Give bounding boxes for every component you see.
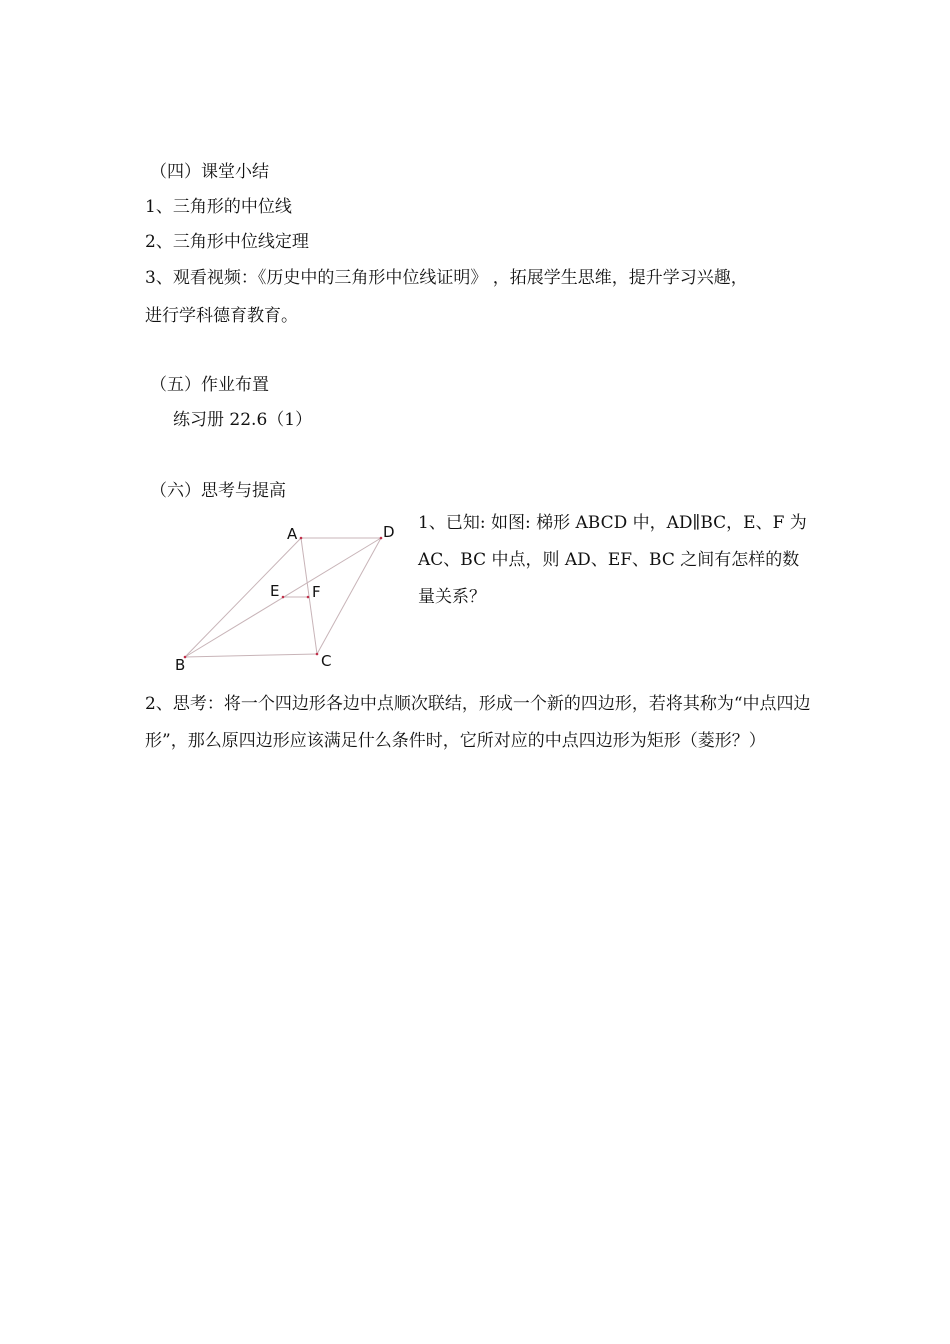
label-e: E <box>270 582 280 600</box>
question-1: 1、已知: 如图: 梯形 ABCD 中，AD∥BC，E、F 为 AC、BC 中点，则 AD、EF、BC 之间有怎样的数量关系？ <box>418 513 807 607</box>
homework-heading: （五）作业布置 <box>150 375 269 395</box>
point-c <box>316 653 319 656</box>
point-e <box>282 596 285 599</box>
summary-item-2: 2、三角形中位线定理 <box>145 232 309 252</box>
summary-item-3: 3、观看视频：《历史中的三角形中位线证明》 ，拓展学生思维，提升学习兴趣， <box>145 268 748 288</box>
point-f <box>307 596 310 599</box>
label-f: F <box>312 583 321 601</box>
label-b: B <box>175 656 186 674</box>
question-2: 2、思考：将一个四边形各边中点顺次联结，形成一个新的四边形，若将其称为“中点四边形”，那么原四边形应该满足什么条件时，它所对应的中点四边形为矩形（菱形？） <box>145 694 811 751</box>
label-a: A <box>287 525 298 543</box>
trapezoid-figure <box>165 518 405 678</box>
summary-item-3-cont: 进行学科德育教育。 <box>145 306 298 326</box>
thinking-heading: （六）思考与提高 <box>150 481 286 501</box>
point-a <box>300 537 303 540</box>
label-c: C <box>321 652 332 670</box>
point-d <box>380 537 383 540</box>
homework-content: 练习册 22.6（1） <box>173 410 313 430</box>
label-d: D <box>383 523 395 541</box>
summary-heading: （四）课堂小结 <box>150 162 269 182</box>
edge-cb <box>185 654 317 657</box>
edge-dc <box>317 538 381 654</box>
summary-item-1: 1、三角形的中位线 <box>145 197 292 217</box>
